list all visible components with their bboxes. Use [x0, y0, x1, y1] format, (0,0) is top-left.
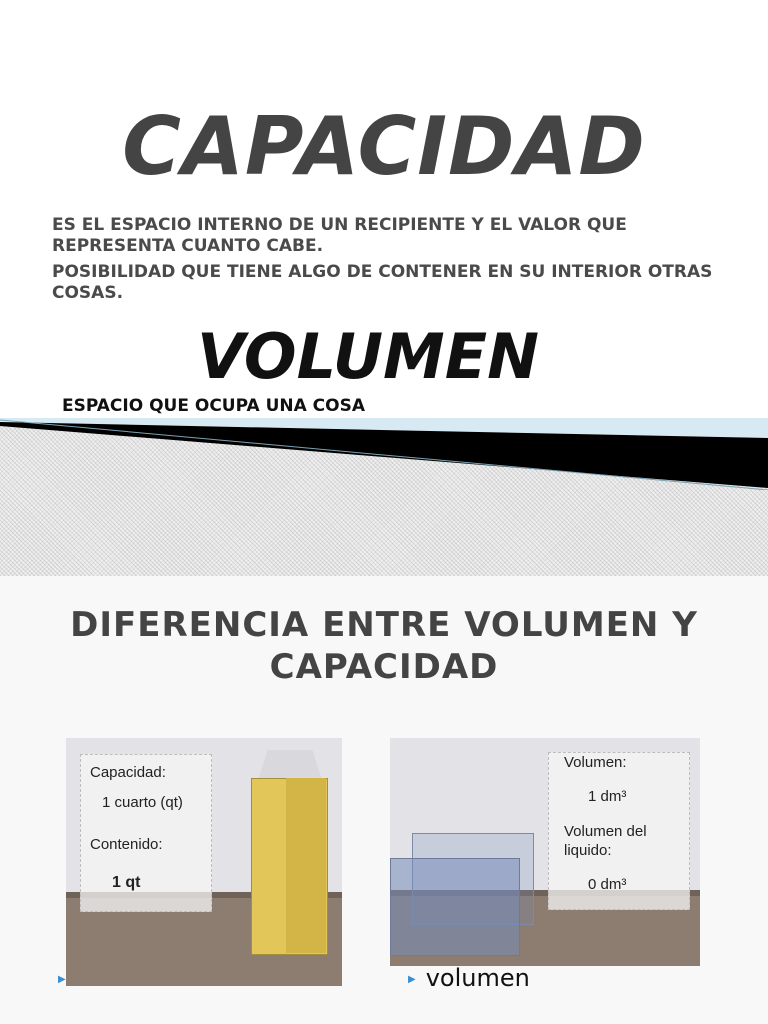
- capacity-value: 1 cuarto (qt): [102, 794, 183, 811]
- carton-top: [258, 750, 322, 780]
- bullet-item-capacity: [58, 964, 76, 992]
- slide-title: CAPACIDAD: [122, 100, 646, 193]
- capacity-label: Capacidad:: [90, 764, 166, 781]
- volume-heading: VOLUMEN: [197, 320, 539, 393]
- slide-diferencia: [0, 576, 768, 1024]
- capacity-definition-1: ES EL ESPACIO INTERNO DE UN RECIPIENTE Y EL VALOR QUE REPRESENTA CUANTO CABE.: [52, 215, 627, 256]
- bullet-triangle-icon: ▶: [58, 973, 66, 985]
- milk-carton-side: [286, 778, 326, 953]
- volume-label: Volumen:: [564, 754, 627, 771]
- capacity-illustration: [66, 738, 342, 986]
- bullet-triangle-icon: ▶: [408, 973, 416, 985]
- volume-illustration: [390, 738, 700, 966]
- slide-title: DIFERENCIA ENTRE VOLUMEN Y CAPACIDAD: [70, 605, 698, 687]
- volume-value: 1 dm³: [588, 788, 627, 805]
- bullet-text: volumen: [425, 964, 530, 992]
- transparent-cube: [390, 858, 520, 956]
- bullet-item-volume: [408, 964, 530, 992]
- liquid-volume-value: 0 dm³: [588, 876, 627, 893]
- content-value: 1 qt: [112, 874, 141, 891]
- content-label: Contenido:: [90, 836, 163, 853]
- decorative-band: [0, 410, 768, 490]
- capacity-definition-2: POSIBILIDAD QUE TIENE ALGO DE CONTENER EN SU INTERIOR OTRAS COSAS.: [52, 262, 713, 303]
- liquid-volume-label: Volumen del liquido:: [564, 823, 647, 859]
- volume-definition: ESPACIO QUE OCUPA UNA COSA: [62, 396, 366, 416]
